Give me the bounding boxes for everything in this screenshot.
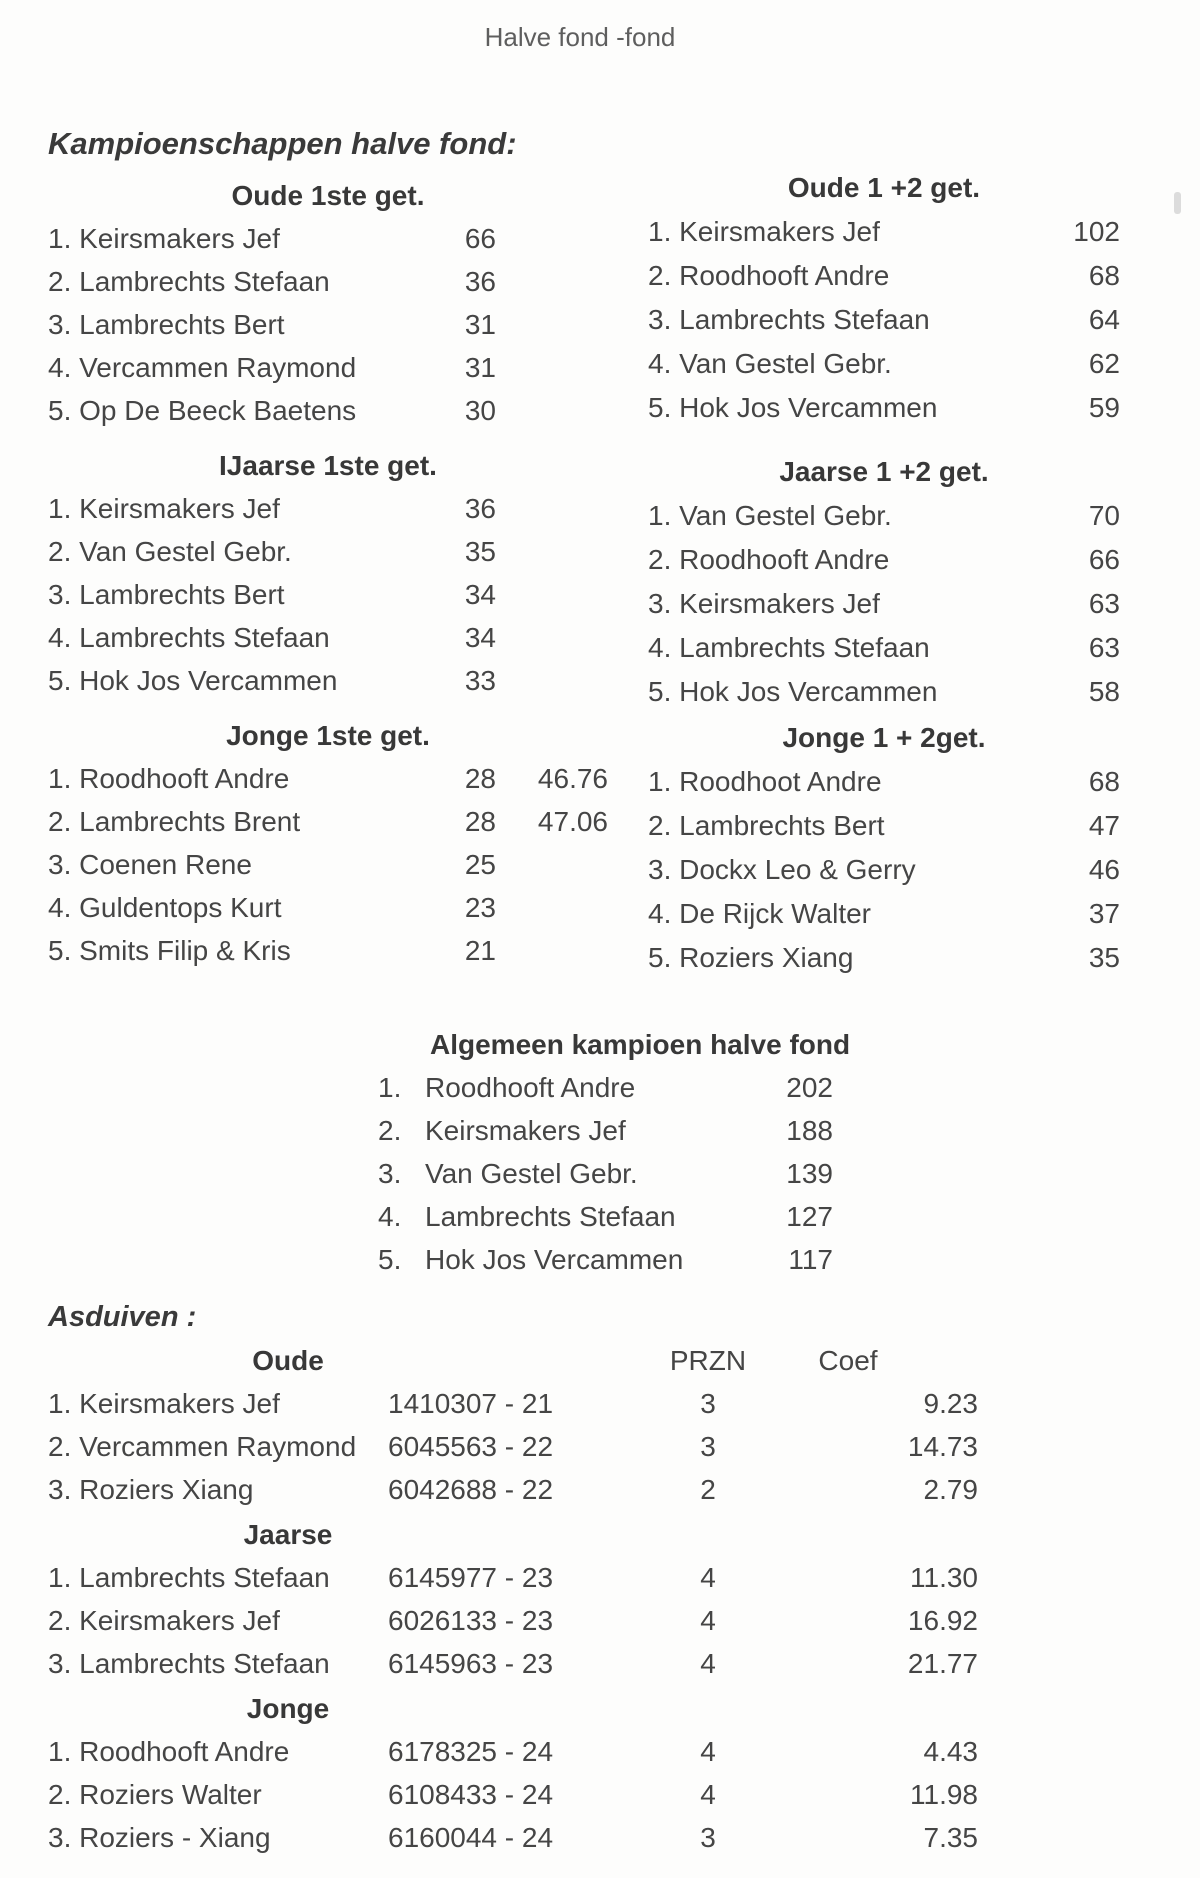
section-oude-1ste-get <box>48 174 608 432</box>
entry-points: 25 <box>464 849 496 880</box>
entry-name: 3. Dockx Leo & Gerry <box>648 854 916 885</box>
ranking-row <box>48 487 608 530</box>
entry-coef <box>496 346 608 389</box>
ranking-row <box>378 1238 833 1281</box>
entry-points: 202 <box>786 1072 833 1103</box>
ranking-row <box>378 1195 833 1238</box>
ranking-row <box>48 929 608 972</box>
entry-points: 28 <box>464 806 496 837</box>
przn-value: 2 <box>700 1474 716 1505</box>
przn-value: 3 <box>700 1388 716 1419</box>
przn-value: 4 <box>700 1736 716 1767</box>
ranking-row <box>648 342 1120 386</box>
entry-points: 37 <box>1088 898 1120 929</box>
entry-points: 31 <box>464 352 496 383</box>
asduif-row <box>48 1816 978 1859</box>
entry-coef <box>496 886 608 929</box>
section-header: Jonge 1 + 2get. <box>782 722 986 753</box>
entry-name: 1. Keirsmakers Jef <box>48 493 280 524</box>
coef-value: 14.73 <box>907 1431 978 1462</box>
entry-points: 36 <box>464 266 496 297</box>
entry-name: 1. Roodhoot Andre <box>648 766 882 797</box>
entry-name: 3. Lambrechts Stefaan <box>648 304 930 335</box>
entry-points: 117 <box>788 1244 833 1275</box>
entry-name: 1. Van Gestel Gebr. <box>648 500 892 531</box>
asduif-row <box>48 1730 978 1773</box>
ranking-row <box>648 386 1120 430</box>
ring-number: 6042688 - 22 <box>388 1474 554 1505</box>
entry-points: 34 <box>464 579 496 610</box>
coef-value: 11.98 <box>910 1779 978 1810</box>
entry-points: 68 <box>1088 766 1120 797</box>
championships-left-column <box>48 124 608 972</box>
ranking-row <box>648 760 1120 804</box>
coef-value: 4.43 <box>923 1736 978 1767</box>
przn-value: 4 <box>700 1562 716 1593</box>
entry-coef: 46.76 <box>537 763 608 794</box>
ranking-row <box>48 757 608 800</box>
coef-value: 16.92 <box>907 1605 978 1636</box>
entry-name: 1. Roodhooft Andre <box>48 1736 290 1767</box>
entry-points: 46 <box>1088 854 1120 885</box>
entry-name: 1. Lambrechts Stefaan <box>48 1562 330 1593</box>
asduif-row <box>48 1556 978 1599</box>
ranking-row <box>48 573 608 616</box>
section-header: Jonge 1ste get. <box>226 720 430 751</box>
entry-points: 68 <box>1088 260 1120 291</box>
championships-heading: Kampioenschappen halve fond: <box>48 126 517 161</box>
column-header-przn: PRZN <box>669 1345 747 1376</box>
entry-name: 2. Roodhooft Andre <box>648 260 890 291</box>
entry-points: 59 <box>1088 392 1120 423</box>
entry-name: 3. Roziers - Xiang <box>48 1822 271 1853</box>
ranking-row <box>648 538 1120 582</box>
entry-coef <box>496 303 608 346</box>
entry-points: 63 <box>1088 588 1120 619</box>
ranking-row <box>648 626 1120 670</box>
ranking-row <box>648 298 1120 342</box>
ranking-row <box>48 217 608 260</box>
ranking-row <box>648 494 1120 538</box>
ranking-row <box>48 346 608 389</box>
entry-points: 70 <box>1088 500 1120 531</box>
asduif-row <box>48 1599 978 1642</box>
ranking-row <box>48 530 608 573</box>
entry-coef <box>496 389 608 432</box>
entry-rank: 2. <box>378 1115 402 1146</box>
section-header: Oude 1ste get. <box>231 180 425 211</box>
entry-name: 5. Roziers Xiang <box>648 942 854 973</box>
ring-number: 6026133 - 23 <box>388 1605 554 1636</box>
ranking-row <box>648 804 1120 848</box>
ranking-row <box>378 1152 833 1195</box>
entry-points: 35 <box>464 536 496 567</box>
entry-points: 36 <box>464 493 496 524</box>
entry-name: 3. Roziers Xiang <box>48 1474 254 1505</box>
entry-name: 2. Lambrechts Stefaan <box>48 266 330 297</box>
coef-value: 2.79 <box>923 1474 978 1505</box>
asduif-row <box>48 1382 978 1425</box>
asduif-row <box>48 1773 978 1816</box>
entry-name: 2. Lambrechts Brent <box>48 806 301 837</box>
section-header: Jaarse 1 +2 get. <box>779 456 989 487</box>
column-header-coef: Coef <box>818 1345 878 1376</box>
asduiven-section <box>48 1296 978 1859</box>
entry-name: 3. Lambrechts Bert <box>48 309 285 340</box>
entry-name: Lambrechts Stefaan <box>425 1201 676 1232</box>
entry-name: Van Gestel Gebr. <box>425 1158 638 1189</box>
asduif-row <box>48 1425 978 1468</box>
entry-name: 5. Hok Jos Vercammen <box>648 392 938 423</box>
przn-value: 4 <box>700 1605 716 1636</box>
entry-rank: 4. <box>378 1201 402 1232</box>
ranking-row <box>48 260 608 303</box>
entry-points: 33 <box>464 665 496 696</box>
ring-number: 6178325 - 24 <box>388 1736 554 1767</box>
entry-points: 30 <box>464 395 496 426</box>
entry-name: 3. Keirsmakers Jef <box>648 588 880 619</box>
section-header: Oude 1 +2 get. <box>787 172 981 203</box>
entry-points: 64 <box>1088 304 1120 335</box>
group-header: Jonge <box>246 1693 330 1724</box>
algemeen-kampioen-header: Algemeen kampioen halve fond <box>430 1029 851 1060</box>
entry-points: 62 <box>1088 348 1120 379</box>
entry-rank: 1. <box>378 1072 402 1103</box>
entry-name: 2. Vercammen Raymond <box>48 1431 357 1462</box>
entry-coef <box>496 530 608 573</box>
ranking-row <box>648 254 1120 298</box>
entry-points: 23 <box>464 892 496 923</box>
ranking-row <box>378 1109 833 1152</box>
asduiven-jaarse-header-row <box>48 1513 978 1556</box>
entry-coef <box>496 659 608 702</box>
scan-artifact <box>1174 192 1181 214</box>
ranking-row <box>648 210 1120 254</box>
entry-points: 35 <box>1088 942 1120 973</box>
entry-name: 5. Hok Jos Vercammen <box>648 676 938 707</box>
entry-coef <box>496 616 608 659</box>
entry-rank: 5. <box>378 1244 402 1275</box>
section-jonge-1-2-get <box>648 716 1120 980</box>
ranking-row <box>648 848 1120 892</box>
spacer <box>528 1339 648 1382</box>
entry-name: Roodhooft Andre <box>425 1072 636 1103</box>
przn-value: 4 <box>700 1648 716 1679</box>
entry-name: Hok Jos Vercammen <box>425 1244 684 1275</box>
ranking-row <box>48 303 608 346</box>
section-ijaarse-1ste-get <box>48 444 608 702</box>
przn-value: 3 <box>700 1431 716 1462</box>
section-oude-1-2-get <box>648 166 1120 430</box>
entry-rank: 3. <box>378 1158 402 1189</box>
entry-points: 47 <box>1088 810 1120 841</box>
entry-coef: 47.06 <box>537 806 608 837</box>
entry-name: 4. Guldentops Kurt <box>48 892 282 923</box>
coef-value: 9.23 <box>923 1388 978 1419</box>
asduif-row <box>48 1468 978 1511</box>
asduiven-heading: Asduiven : <box>48 1301 197 1333</box>
entry-name: 2. Keirsmakers Jef <box>48 1605 280 1636</box>
entry-name: 2. Van Gestel Gebr. <box>48 536 292 567</box>
ranking-row <box>648 936 1120 980</box>
entry-name: 2. Roziers Walter <box>48 1779 262 1810</box>
entry-name: 4. Lambrechts Stefaan <box>48 622 330 653</box>
ranking-row <box>48 843 608 886</box>
entry-name: 5. Hok Jos Vercammen <box>48 665 338 696</box>
section-jaarse-1-2-get <box>648 450 1120 714</box>
ring-number: 6045563 - 22 <box>388 1431 554 1462</box>
entry-name: 4. Lambrechts Stefaan <box>648 632 930 663</box>
entry-points: 188 <box>786 1115 833 1146</box>
entry-name: 2. Lambrechts Bert <box>648 810 885 841</box>
section-header: IJaarse 1ste get. <box>219 450 437 481</box>
entry-points: 139 <box>786 1158 833 1189</box>
coef-value: 11.30 <box>910 1562 978 1593</box>
entry-coef <box>496 260 608 303</box>
entry-name: 2. Roodhooft Andre <box>648 544 890 575</box>
ranking-row <box>378 1066 833 1109</box>
ranking-row <box>48 389 608 432</box>
entry-name: 1. Keirsmakers Jef <box>48 1388 280 1419</box>
entry-name: Keirsmakers Jef <box>425 1115 626 1146</box>
entry-name: 5. Op De Beeck Baetens <box>48 395 357 426</box>
entry-points: 63 <box>1088 632 1120 663</box>
ring-number: 6145977 - 23 <box>388 1562 554 1593</box>
entry-coef <box>496 929 608 972</box>
przn-value: 3 <box>700 1822 716 1853</box>
ranking-row <box>48 800 608 843</box>
ranking-row <box>648 670 1120 714</box>
entry-name: 4. De Rijck Walter <box>648 898 872 929</box>
entry-name: 3. Lambrechts Bert <box>48 579 285 610</box>
entry-points: 34 <box>464 622 496 653</box>
ranking-row <box>48 616 608 659</box>
entry-name: 1. Keirsmakers Jef <box>648 216 880 247</box>
entry-name: 4. Van Gestel Gebr. <box>648 348 892 379</box>
section-jonge-1ste-get <box>48 714 608 972</box>
ranking-row <box>648 582 1120 626</box>
przn-value: 4 <box>700 1779 716 1810</box>
ring-number: 6145963 - 23 <box>388 1648 554 1679</box>
asduiven-jonge-header-row <box>48 1687 978 1730</box>
entry-coef <box>496 843 608 886</box>
entry-points: 66 <box>1088 544 1120 575</box>
ring-number: 6108433 - 24 <box>388 1779 554 1810</box>
algemeen-kampioen-list <box>378 1066 833 1281</box>
entry-points: 28 <box>464 763 496 794</box>
asduiven-oude-header-row <box>48 1339 978 1382</box>
championships-right-column <box>648 166 1120 980</box>
entry-coef <box>496 217 608 260</box>
ranking-row <box>48 659 608 702</box>
entry-name: 3. Coenen Rene <box>48 849 252 880</box>
asduif-row <box>48 1642 978 1685</box>
ranking-row <box>48 886 608 929</box>
entry-name: 4. Vercammen Raymond <box>48 352 357 383</box>
entry-points: 127 <box>786 1201 833 1232</box>
entry-name: 3. Lambrechts Stefaan <box>48 1648 330 1679</box>
entry-coef <box>496 487 608 530</box>
entry-coef <box>496 573 608 616</box>
coef-value: 7.35 <box>923 1822 978 1853</box>
entry-points: 66 <box>464 223 496 254</box>
page-title: Halve fond -fond <box>484 22 676 52</box>
entry-name: 5. Smits Filip & Kris <box>48 935 291 966</box>
ring-number: 1410307 - 21 <box>388 1388 554 1419</box>
entry-name: 1. Keirsmakers Jef <box>48 223 280 254</box>
entry-points: 31 <box>464 309 496 340</box>
entry-points: 102 <box>1073 216 1120 247</box>
entry-points: 21 <box>464 935 496 966</box>
coef-value: 21.77 <box>907 1648 978 1679</box>
entry-name: 1. Roodhooft Andre <box>48 763 290 794</box>
entry-points: 58 <box>1088 676 1120 707</box>
ring-number: 6160044 - 24 <box>388 1822 554 1853</box>
ranking-row <box>648 892 1120 936</box>
group-header: Jaarse <box>243 1519 333 1550</box>
group-header: Oude <box>252 1345 324 1376</box>
